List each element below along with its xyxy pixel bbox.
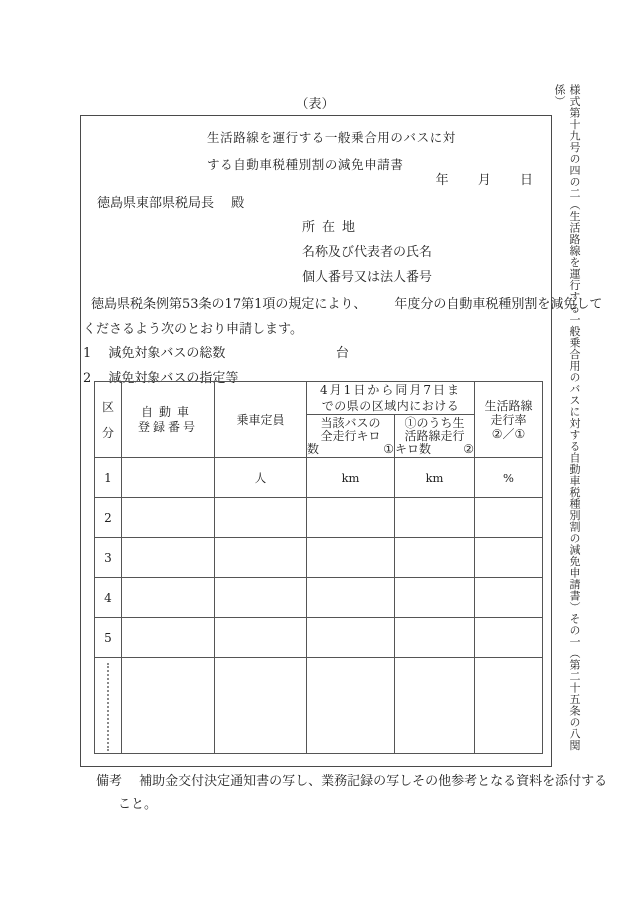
row-3-total-km-cell (307, 538, 395, 578)
row-1-rate-cell: % (475, 458, 543, 498)
header-life-km-mark: ② (463, 441, 474, 456)
row-2-number: 2 (95, 498, 122, 538)
header-regno-line1: 自動車 (140, 404, 195, 419)
row-5-total-km-cell (307, 618, 395, 658)
front-side-label: （表） (295, 97, 335, 112)
row-1-capacity-cell: 人 (215, 458, 307, 498)
header-period-line2: での県の区域内における (321, 399, 460, 413)
remarks-line1 (96, 770, 607, 789)
date-day-label: 日 (519, 173, 533, 188)
header-regno-line2: 登録番号 (137, 419, 198, 434)
row-4-total-km-cell (307, 578, 395, 618)
remarks-text: 補助金交付決定通知書の写し、業務記録の写しその他参考となる資料を添付する (139, 774, 608, 789)
row-5-regno-cell (122, 618, 215, 658)
header-period-line1: 4月1日から同月7日ま (320, 383, 461, 397)
form-title-line2: する自動車税種別割の減免申請書 (207, 157, 404, 172)
row-3-regno-cell (122, 538, 215, 578)
row-2-total-km-cell (307, 498, 395, 538)
header-category-line1: 区 (101, 399, 114, 414)
header-life-km-line1: ①のうち生 (404, 415, 465, 430)
item-2-number: 2 (83, 371, 92, 386)
row-2-regno-cell (122, 498, 215, 538)
row-3-rate-cell (475, 538, 543, 578)
table-row (95, 618, 543, 658)
remarks-line2: こと。 (118, 797, 158, 812)
bus-designation-table (94, 381, 543, 754)
row-4-life-km-cell (395, 578, 475, 618)
row-3-capacity-cell (215, 538, 307, 578)
application-statement-line1 (91, 293, 602, 312)
row-6-rate-cell (475, 658, 543, 754)
item-1-label: 減免対象バスの総数 (108, 346, 226, 361)
addressee-name: 徳島県東部県税局長 (97, 196, 215, 211)
header-rate-line3: ②／① (491, 426, 526, 441)
row-2-life-km-cell (395, 498, 475, 538)
header-period (307, 382, 475, 415)
applicant-name-label: 名称及び代表者の氏名 (302, 245, 433, 260)
row-1-life-km-cell: km (395, 458, 475, 498)
row-6-capacity-cell (215, 658, 307, 754)
row-4-capacity-cell (215, 578, 307, 618)
item-1-unit-label: 台 (336, 346, 350, 361)
row-6-total-km-cell (307, 658, 395, 754)
header-total-km-line2: 全走行キロ (320, 428, 381, 443)
header-total-km (307, 415, 395, 458)
applicant-number-label: 個人番号又は法人番号 (302, 270, 433, 285)
item-1-total-buses (83, 342, 543, 361)
row-6-regno-cell (122, 658, 215, 754)
header-seating-capacity: 乗車定員 (215, 382, 307, 458)
row-5-rate-cell (475, 618, 543, 658)
date-line (436, 169, 533, 188)
row-3-life-km-cell (395, 538, 475, 578)
row-6-number (95, 658, 122, 754)
row-5-capacity-cell (215, 618, 307, 658)
row-6-life-km-cell (395, 658, 475, 754)
header-total-km-line3: 数 (307, 441, 320, 456)
header-total-km-mark: ① (383, 441, 394, 456)
table-row-continuation (95, 658, 543, 754)
form-style-number-sidenote: 様式第十九号の四の二（生活路線を運行する一般乗合用のバスに対する自動車税種別割の減免申請書）その一（第二十五条の八関係） (553, 84, 581, 751)
row-1-total-km-cell: km (307, 458, 395, 498)
header-category-line2: 分 (101, 425, 114, 440)
continuation-dotted-line (107, 663, 109, 751)
row-2-rate-cell (475, 498, 543, 538)
form-title (207, 124, 456, 178)
row-1-regno-cell (122, 458, 215, 498)
date-month-label: 月 (477, 173, 491, 188)
row-2-capacity-cell (215, 498, 307, 538)
header-life-route-km (395, 415, 475, 458)
header-life-route-rate (475, 382, 543, 458)
row-5-number: 5 (95, 618, 122, 658)
row-3-number: 3 (95, 538, 122, 578)
statement-ordinance-part: 徳島県税条例第53条の17第1項の規定により、 (91, 297, 367, 312)
addressee-line (97, 192, 244, 211)
header-category (95, 382, 122, 458)
table-row (95, 578, 543, 618)
row-5-life-km-cell (395, 618, 475, 658)
row-1-number: 1 (95, 458, 122, 498)
row-4-rate-cell (475, 578, 543, 618)
row-4-number: 4 (95, 578, 122, 618)
item-2-label: 減免対象バスの指定等 (108, 371, 239, 386)
application-statement-line2: くださるよう次のとおり申請します。 (83, 322, 303, 337)
addressee-honorific: 殿 (231, 196, 245, 211)
form-title-line1: 生活路線を運行する一般乗合用のバスに対 (207, 130, 456, 145)
date-year-label: 年 (435, 173, 449, 188)
header-total-km-line1: 当該バスの (320, 415, 381, 430)
header-registration-number (122, 382, 215, 458)
table-row (95, 538, 543, 578)
header-life-km-line2: 活路線走行 (404, 428, 465, 443)
header-rate-line1: 生活路線 (484, 398, 533, 413)
applicant-fields (302, 215, 432, 290)
header-life-km-line3: キロ数 (395, 441, 432, 456)
statement-fiscal-year-part: 年度分の自動車税種別割を減免して (394, 297, 603, 312)
item-1-number: 1 (83, 346, 92, 361)
table-row (95, 498, 543, 538)
remarks-label: 備考 (96, 774, 123, 789)
applicant-address-label: 所在地 (302, 220, 363, 235)
table-row (95, 458, 543, 498)
header-rate-line2: 走行率 (490, 412, 527, 427)
row-4-regno-cell (122, 578, 215, 618)
